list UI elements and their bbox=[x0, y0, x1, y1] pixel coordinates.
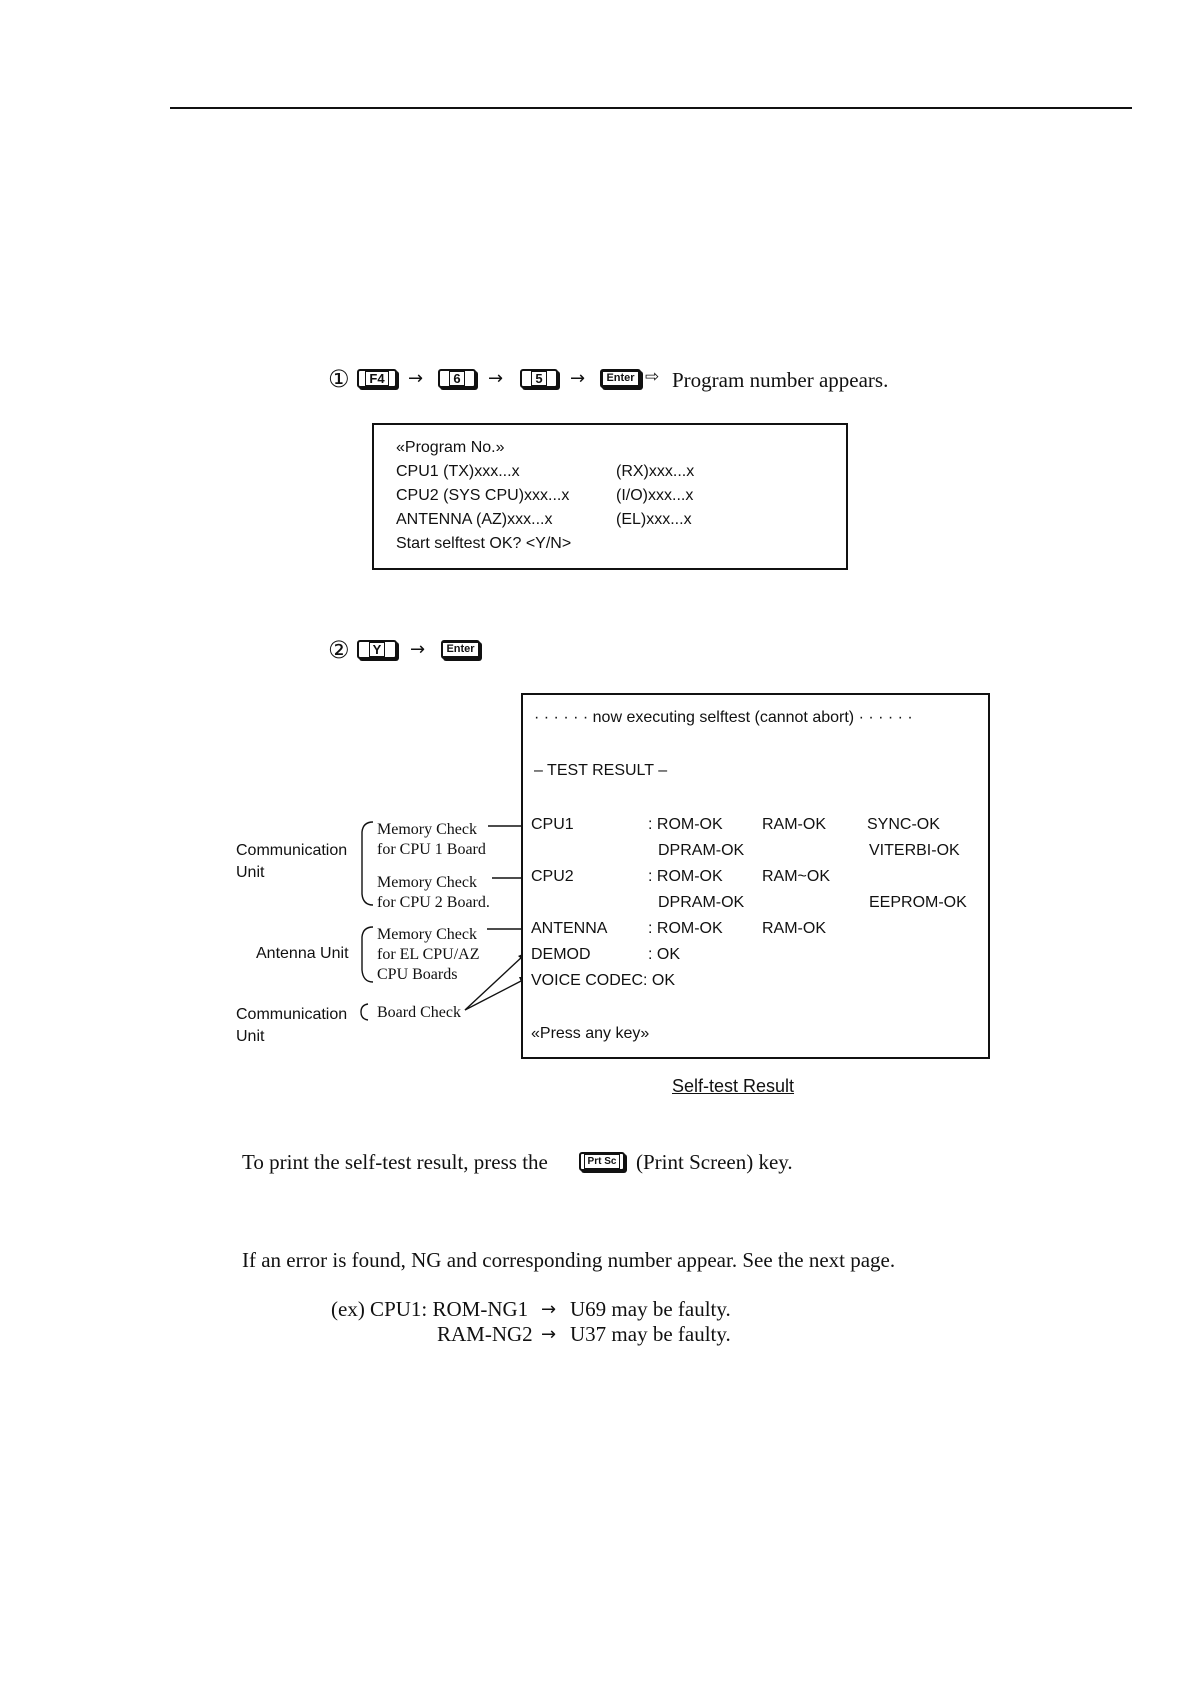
memory-check-el-note: Memory Check for EL CPU/AZ CPU Boards bbox=[377, 926, 480, 983]
bracket-communication-unit bbox=[362, 822, 373, 905]
print-instruction-suffix: (Print Screen) key. bbox=[636, 1150, 793, 1174]
communication-unit-label: Communication Unit bbox=[236, 842, 348, 881]
test-result-screen bbox=[521, 693, 990, 1059]
test-result-header: – TEST RESULT – bbox=[534, 762, 668, 779]
program-screen-right: (RX)xxx...x bbox=[616, 463, 695, 480]
result-cell: DEMOD bbox=[531, 946, 591, 963]
step1-marker: ① bbox=[328, 365, 350, 393]
result-cell: RAM~OK bbox=[762, 868, 831, 885]
program-screen-line: «Program No.» bbox=[396, 439, 505, 456]
key-f4: F4 bbox=[357, 369, 397, 388]
result-arrow-icon: ⇨ bbox=[645, 367, 660, 387]
program-screen-right: (EL)xxx...x bbox=[616, 511, 692, 528]
example-line2-suffix: U37 may be faulty. bbox=[570, 1322, 731, 1346]
result-cell: SYNC-OK bbox=[867, 816, 940, 833]
result-cell: DPRAM-OK bbox=[658, 894, 745, 911]
key-5: 5 bbox=[520, 369, 558, 388]
arrow-demod bbox=[465, 956, 523, 1010]
antenna-unit-label: Antenna Unit bbox=[256, 945, 349, 962]
arrow-icon: → bbox=[410, 639, 426, 660]
result-cell: RAM-OK bbox=[762, 816, 826, 833]
program-screen-line: CPU2 (SYS CPU)xxx...x bbox=[396, 487, 570, 504]
bracket-communication-unit-2 bbox=[361, 1004, 368, 1020]
arrow-icon: → bbox=[570, 368, 586, 389]
result-cell: EEPROM-OK bbox=[869, 894, 967, 911]
result-cell: VITERBI-OK bbox=[869, 842, 960, 859]
figure-caption: Self-test Result bbox=[672, 1076, 795, 1096]
arrow-icon: → bbox=[488, 368, 504, 389]
key-6: 6 bbox=[438, 369, 476, 388]
step2-marker: ② bbox=[328, 636, 350, 664]
result-cell: CPU2 bbox=[531, 868, 574, 885]
result-cell: : ROM-OK bbox=[648, 816, 723, 833]
step1-result-text: Program number appears. bbox=[672, 368, 889, 392]
result-cell: VOICE CODEC: OK bbox=[531, 972, 676, 989]
arrow-voice-codec bbox=[465, 980, 523, 1010]
program-screen-line: Start selftest OK? <Y/N> bbox=[396, 535, 572, 552]
result-cell: RAM-OK bbox=[762, 920, 826, 937]
example-line1-suffix: U69 may be faulty. bbox=[570, 1297, 731, 1321]
program-screen-line: CPU1 (TX)xxx...x bbox=[396, 463, 520, 480]
board-check-note: Board Check bbox=[377, 1004, 461, 1021]
memory-check-cpu1-note: Memory Check for CPU 1 Board bbox=[377, 821, 486, 858]
example-line1-prefix: (ex) CPU1: ROM-NG1 bbox=[331, 1297, 529, 1321]
error-note: If an error is found, NG and corresponding number appear. See the next page. bbox=[242, 1248, 896, 1272]
communication-unit-label-2: Communication Unit bbox=[236, 1006, 348, 1045]
key-prt-sc: Prt Sc bbox=[579, 1152, 625, 1171]
program-screen-right: (I/O)xxx...x bbox=[616, 487, 694, 504]
result-cell: : ROM-OK bbox=[648, 868, 723, 885]
memory-check-cpu2-note: Memory Check for CPU 2 Board. bbox=[377, 874, 490, 911]
arrow-icon: → bbox=[541, 1299, 557, 1320]
arrow-icon: → bbox=[541, 1324, 557, 1345]
bracket-antenna-unit bbox=[362, 927, 373, 982]
key-enter: Enter bbox=[441, 640, 480, 659]
program-screen-line: ANTENNA (AZ)xxx...x bbox=[396, 511, 553, 528]
example-line2-prefix: RAM-NG2 bbox=[437, 1322, 533, 1346]
result-cell: CPU1 bbox=[531, 816, 574, 833]
result-cell: ANTENNA bbox=[531, 920, 608, 937]
executing-line: · · · · · · now executing selftest (cannot abort) · · · · · · bbox=[534, 709, 913, 726]
result-cell: : OK bbox=[648, 946, 681, 963]
result-cell: DPRAM-OK bbox=[658, 842, 745, 859]
key-y: Y bbox=[357, 640, 397, 659]
print-instruction: To print the self-test result, press the bbox=[242, 1150, 548, 1174]
result-cell: : ROM-OK bbox=[648, 920, 723, 937]
key-enter: Enter bbox=[600, 369, 641, 388]
arrow-icon: → bbox=[408, 368, 424, 389]
press-any-key: «Press any key» bbox=[531, 1025, 650, 1042]
